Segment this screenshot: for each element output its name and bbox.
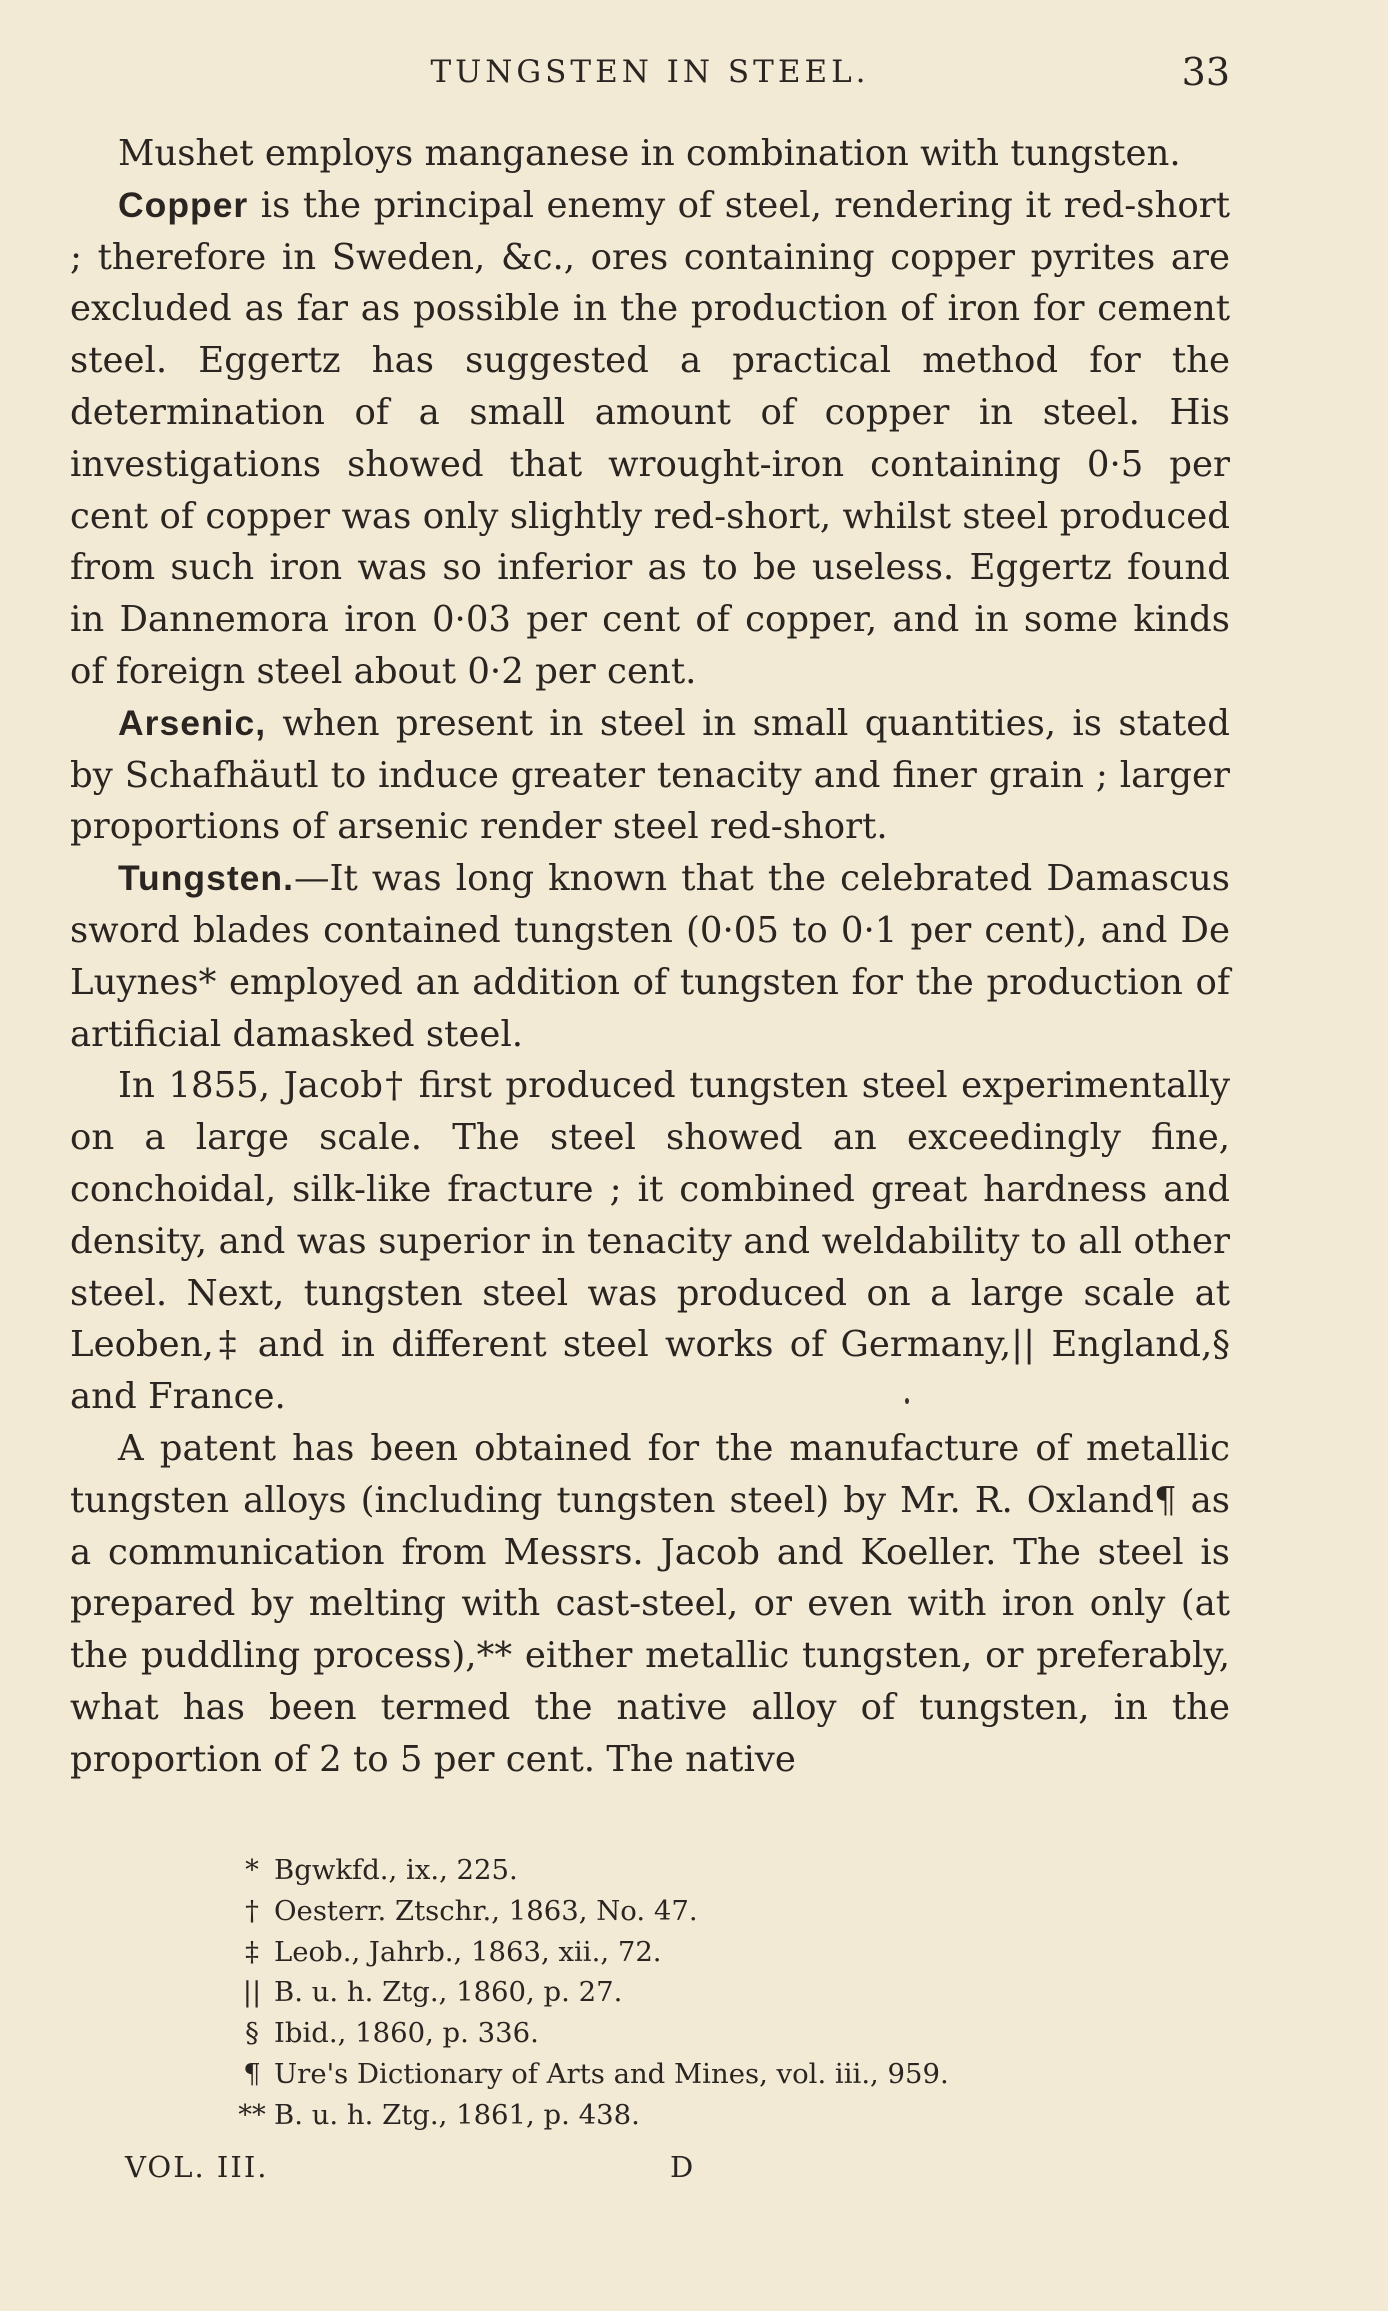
signature-mark: D [670,2150,694,2184]
page-number: 33 [1181,50,1230,94]
paragraph-manganese: Mushet employs manganese in combination with tungsten. [118,133,1181,174]
arsenic-heading: Arsenic, [118,702,267,743]
page-footer [125,2150,725,2194]
footnotes [230,1850,1130,2136]
paragraph-tungsten: Tungsten.—It was long known that the celebrated Damascus sword blades contained tungsten (0·05 to 0·1 per cent), and De Luynes* employed an addition of tungsten for the production of artificial damasked steel. [70,858,1230,1055]
paragraph-arsenic: Arsenic, when present in steel in small quantities, is stated by Schafhäutl to induce greater tenacity and finer grain ; larger proportions of arsenic render steel red-short. [70,702,1230,848]
running-title: TUNGSTEN IN STEEL. [430,54,870,90]
ink-speck [905,1398,909,1404]
copper-heading: Copper [118,184,249,225]
footnote: || B. u. h. Ztg., 1860, p. 27. [242,1976,623,2009]
paragraph-copper: Copper is the principal enemy of steel, rendering it red-short ; therefore in Sweden, &c., ores containing copper pyrites are excluded as far as possible in the production of iron for cement steel. Eggertz has suggested a practical method for the determination of a small amount of copper in steel. His investigations showed that wrought-iron containing 0·5 per cent of copper was only slightly red-short, whilst steel produced from such iron was so inferior as to be useless. Eggertz found in Dannemora iron 0·03 per cent of copper, and in some kinds of foreign steel about 0·2 per cent. [70,184,1230,692]
volume-label: VOL. III. [125,2150,269,2184]
tungsten-heading: Tungsten. [118,858,294,899]
footnote: § Ibid., 1860, p. 336. [245,2017,539,2050]
footnote: † Oesterr. Ztschr., 1863, No. 47. [245,1894,698,1927]
paragraph-jacob: In 1855, Jacob† first produced tungsten steel experimentally on a large scale. The steel showed an exceedingly fine, conchoidal, silk-like fracture ; it combined great hardness and density, and was superior in tenacity and weldability to all other steel. Next, tungsten steel was produced on a large scale at Leoben,‡ and in different steel works of Germany,|| England,§ and France. [70,1065,1230,1418]
footnote: ** B. u. h. Ztg., 1861, p. 438. [238,2098,640,2131]
footnote: ‡ Leob., Jahrb., 1863, xii., 72. [245,1935,662,1968]
body-text [70,128,1230,1786]
footnote: ¶ Ure's Dictionary of Arts and Mines, vol. iii., 959. [243,2057,949,2090]
page-header [70,50,1230,100]
footnote: * Bgwkfd., ix., 225. [245,1854,518,1886]
paragraph-patent: A patent has been obtained for the manufacture of metallic tungsten alloys (including tungsten steel) by Mr. R. Oxland¶ as a communication from Messrs. Jacob and Koeller. The steel is prepared by melting with cast-steel, or even with iron only (at the puddling process),** either metallic tungsten, or preferably, what has been termed the native alloy of tungsten, in the proportion of 2 to 5 per cent. The native [70,1427,1230,1780]
